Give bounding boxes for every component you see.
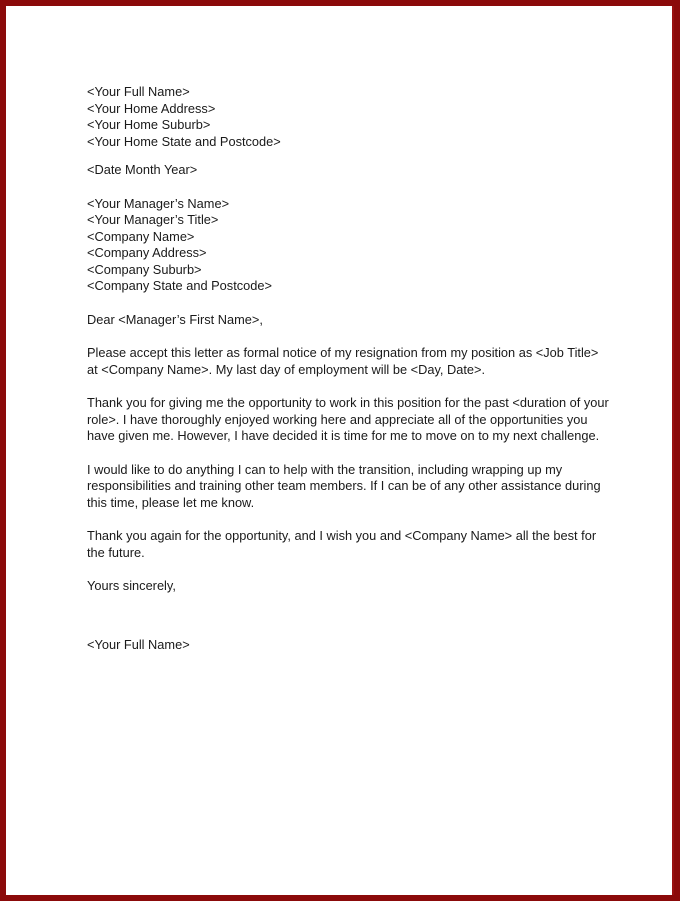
paragraph-line: Thank you for giving me the opportunity to work in this position for the past <duration of your <box>87 395 609 410</box>
sender-name: <Your Full Name> <box>87 84 190 99</box>
signature-name: <Your Full Name> <box>87 636 190 652</box>
paragraph-line: role>. I have thoroughly enjoyed working here and appreciate all of the opportunities you <box>87 411 588 427</box>
company-state-postcode: <Company State and Postcode> <box>87 278 272 293</box>
manager-name: <Your Manager’s Name> <box>87 195 230 211</box>
paragraph-line: have given me. However, I have decided it is time for me to move on to my next challenge. <box>87 428 600 443</box>
recipient-block <box>87 196 627 295</box>
paragraph-line: I would like to do anything I can to help with the transition, including wrapping up my <box>87 461 563 477</box>
company-suburb: <Company Suburb> <box>87 261 202 277</box>
manager-title: <Your Manager’s Title> <box>87 212 219 227</box>
paragraph-line: Thank you again for the opportunity, and I wish you and <Company Name> all the best for <box>87 528 597 543</box>
sender-address: <Your Home Address> <box>87 100 216 116</box>
salutation: Dear <Manager’s First Name>, <box>87 311 263 327</box>
paragraph-4 <box>87 528 627 561</box>
paragraph-line: at <Company Name>. My last day of employment will be <Day, Date>. <box>87 361 486 377</box>
letter-date: <Date Month Year> <box>87 162 198 177</box>
sender-block <box>87 84 627 150</box>
letter-page <box>6 6 674 895</box>
paragraph-line: the future. <box>87 544 145 560</box>
paragraph-line: responsibilities and training other team members. If I can be of any other assistance during <box>87 478 601 493</box>
resignation-letter <box>87 84 627 653</box>
sender-state-postcode: <Your Home State and Postcode> <box>87 133 281 149</box>
closing: Yours sincerely, <box>87 578 176 593</box>
paragraph-1 <box>87 345 627 378</box>
company-address: <Company Address> <box>87 245 207 260</box>
paragraph-2 <box>87 395 627 445</box>
sender-suburb: <Your Home Suburb> <box>87 117 211 132</box>
paragraph-line: Please accept this letter as formal notice of my resignation from my position as <Job Title> <box>87 345 599 360</box>
paragraph-line: this time, please let me know. <box>87 494 255 510</box>
paragraph-3 <box>87 462 627 512</box>
company-name: <Company Name> <box>87 228 195 244</box>
